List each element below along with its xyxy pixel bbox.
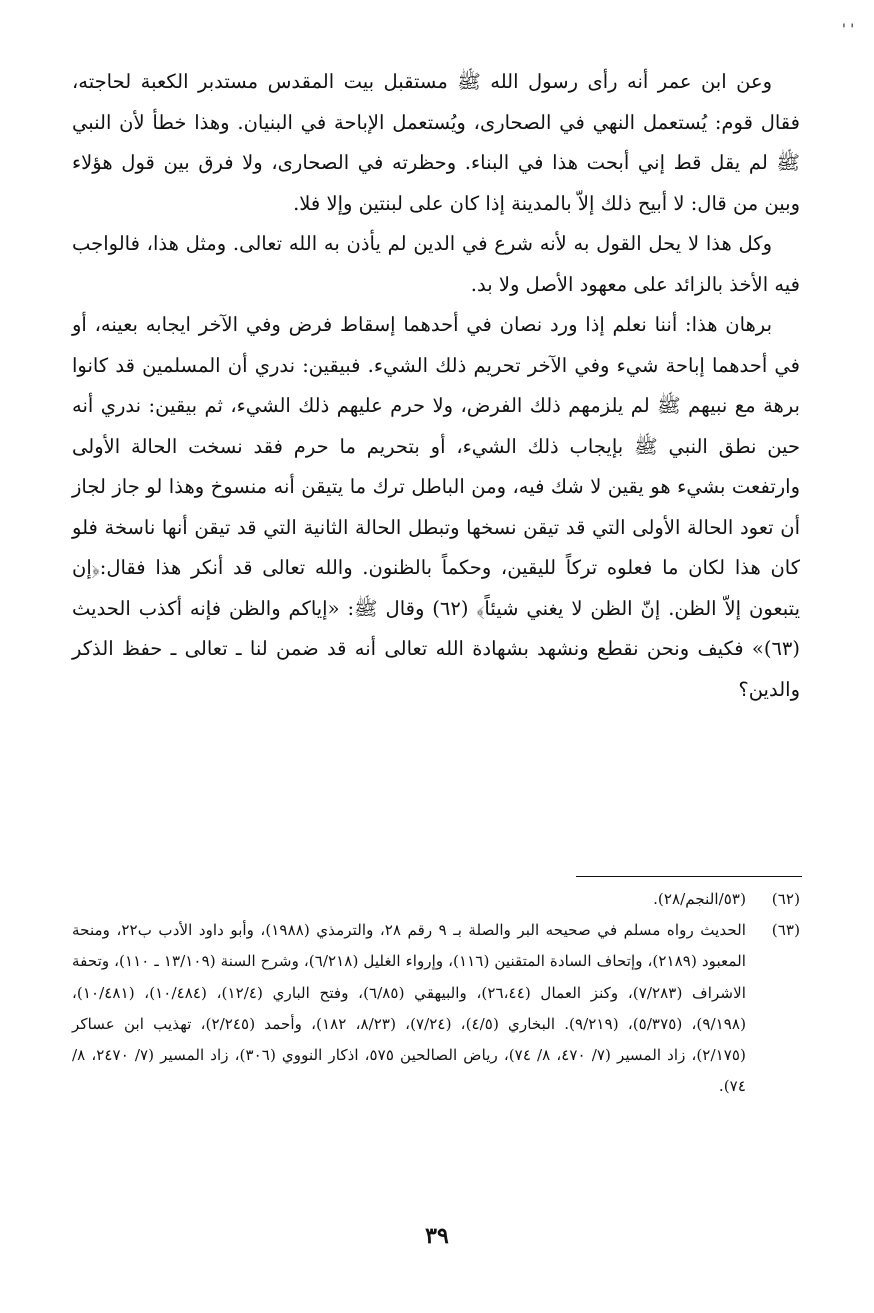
- paragraph: برهان هذا: أننا نعلم إذا ورد نصان في أحدهما إسقاط فرض وفي الآخر ايجابه بعينه، أو في أحدهما إباحة شيء وفي الآخر تحريم ذلك الشيء. فبيقين: ندري أن المسلمين قد كانوا برهة مع نبيهم ﷺ لم يلزمهم ذلك الفرض، ولا حرم عليهم ذلك الشيء، ثم بيقين: ندري أنه حين نطق النبي ﷺ بإيجاب ذلك الشيء، أو بتحريم ما حرم فقد نسخت الحالة الأولى وارتفعت بشيء هو يقين لا شك فيه، ومن الباطل ترك ما يتيقن أنه منسوخ وهذا لو جاز لجاز أن تعود الحالة الأولى التي قد تيقن نسخها وتبطل الحالة الثانية التي قد تيقن أنها ناسخة فلو كان هذا لكان ما فعلوه تركاً لليقين، وحكماً بالظنون. والله تعالى قد أنكر هذا فقال:﴿إن يتبعون إلاّ الظن. إنّ الظن لا يغني شيئاً﴾ (٦٢) وقال ﷺ: «إياكم والظن فإنه أكذب الحديث (٦٣)» فكيف ونحن نقطع ونشهد بشهادة الله تعالى أنه قد ضمن لنا ـ تعالى ـ حفظ الذكر والدين؟: [72, 313, 800, 701]
- footnote-number: (٦٢): [771, 890, 800, 908]
- main-text: [72, 62, 800, 710]
- paragraph: وعن ابن عمر أنه رأى رسول الله ﷺ مستقبل بيت المقدس مستدبر الكعبة لحاجته، فقال قوم: يُستعمل النهي في الصحارى، ويُستعمل الإباحة في البنيان. وهذا خطأ لأن النبي ﷺ لم يقل قط إني أبحت هذا في البناء. وحظرته في الصحارى، ولا فرق بين قول هؤلاء وبين من قال: لا أبيح ذلك إلاّ بالمدينة إذا كان على لبنتين وإلا فلا.: [72, 70, 800, 215]
- footnote-text: الحديث رواه مسلم في صحيحه البر والصلة بـ ٩ رقم ٢٨، والترمذي (١٩٨٨)، وأبو داود الأدب ب٢٢، ومنحة المعبود (٢١٨٩)، وإتحاف السادة المتقنين (١١٦)، وإرواء الغليل (٦/٢١٨)، وشرح السنة (١٣/١٠٩ ـ ١١٠)، وتحفة الاشراف (٧/٢٨٣)، وكنز العمال (٢٦،٤٤)، والبيهقي (٦/٨٥)، وفتح الباري (١٢/٤)، (١٠/٤٨٤)، (١٠/٤٨١)، (٩/١٩٨)، (٥/٣٧٥)، (٩/٢١٩). البخاري (٤/٥)، (٧/٢٤)، (٨/٢٣، ١٨٢)، وأحمد (٢/٢٤٥)، تهذيب ابن عساكر (٢/١٧٥)، زاد المسير (٧/ ٤٧٠، ٨/ ٧٤)، رياض الصالحين ٥٧٥، اذكار النووي (٣٠٦)، زاد المسير (٧/ ٢٤٧٠، ٨/ ٧٤).: [72, 921, 746, 1096]
- footnote-text: (٥٣/النجم/٢٨).: [653, 890, 746, 908]
- paragraph: وكل هذا لا يحل القول به لأنه شرع في الدين لم يأذن به الله تعالى. ومثل هذا، فالواجب فيه الأخذ بالزائد على معهود الأصل ولا بد.: [72, 232, 800, 296]
- footnote: [72, 884, 800, 915]
- page-number: ٣٩: [425, 1223, 449, 1249]
- footnote: [72, 915, 800, 1102]
- footnote-divider: [576, 876, 802, 877]
- footnotes: [72, 884, 800, 1102]
- footnote-number: (٦٣): [771, 921, 800, 940]
- corner-mark: ' ': [842, 22, 855, 38]
